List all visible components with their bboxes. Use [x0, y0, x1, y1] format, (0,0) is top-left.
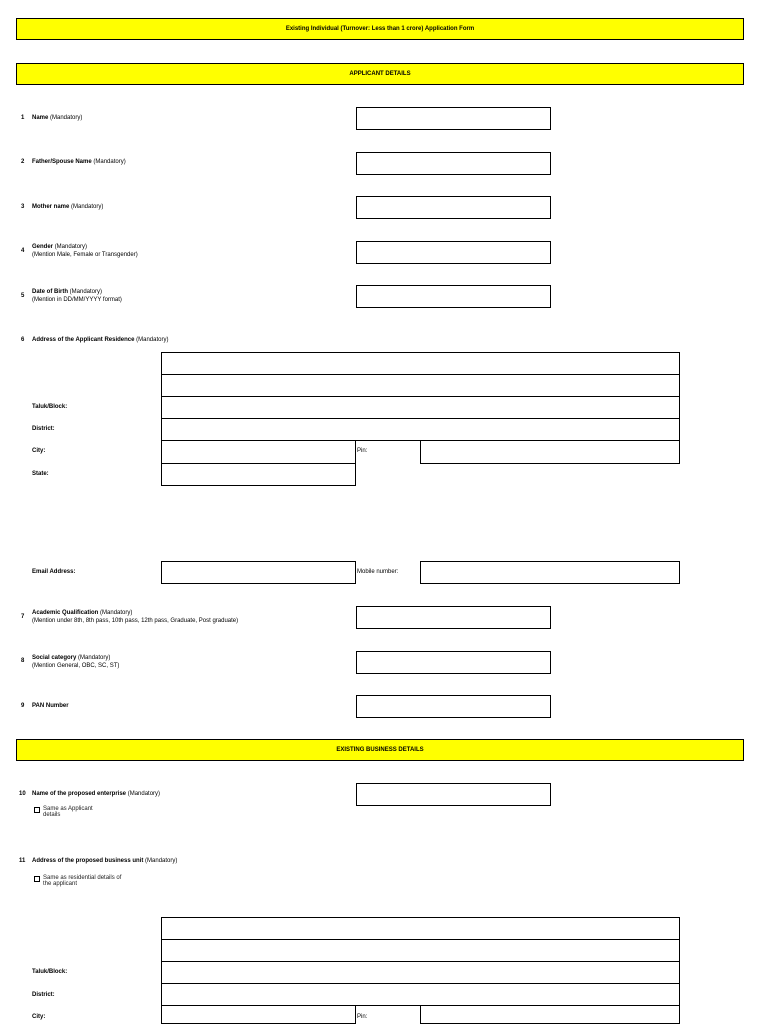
mobile-input[interactable]: [420, 561, 680, 584]
field-number-10: 10: [19, 791, 26, 797]
business-taluk-label: Taluk/Block:: [32, 969, 68, 975]
academic-qualification-input[interactable]: [356, 606, 551, 629]
residence-state-input[interactable]: [161, 463, 356, 486]
residence-city-input[interactable]: [161, 440, 356, 464]
gender-input[interactable]: [356, 241, 551, 264]
business-district-input[interactable]: [161, 983, 680, 1006]
field-number-7: 7: [21, 614, 25, 620]
residence-pin-input[interactable]: [420, 440, 680, 464]
father-spouse-name-label: Father/Spouse Name (Mandatory): [32, 159, 126, 165]
same-as-residential-checkbox[interactable]: [34, 876, 40, 882]
business-taluk-input[interactable]: [161, 961, 680, 984]
email-label: Email Address:: [32, 569, 76, 575]
business-address-line-2[interactable]: [161, 939, 680, 962]
residence-district-input[interactable]: [161, 418, 680, 441]
academic-qualification-label: Academic Qualification (Mandatory) (Mention under 8th, 8th pass, 10th pass, 12th pass, Graduate, Post graduate): [32, 610, 239, 624]
proposed-enterprise-input[interactable]: [356, 783, 551, 806]
residence-taluk-input[interactable]: [161, 396, 680, 419]
name-input[interactable]: [356, 107, 551, 130]
business-address-label: Address of the proposed business unit (Mandatory): [32, 858, 178, 864]
residence-address-line-2[interactable]: [161, 374, 680, 397]
residence-address-label: Address of the Applicant Residence (Mandatory): [32, 337, 169, 343]
proposed-enterprise-label: Name of the proposed enterprise (Mandatory): [32, 791, 161, 797]
section-applicant-details: APPLICANT DETAILS: [16, 63, 744, 85]
field-number-2: 2: [21, 159, 25, 165]
field-number-8: 8: [21, 658, 25, 664]
business-address-line-1[interactable]: [161, 917, 680, 940]
city-label: City:: [32, 448, 46, 454]
gender-label: Gender (Mandatory) (Mention Male, Female or Transgender): [32, 244, 138, 258]
field-number-4: 4: [21, 248, 25, 254]
field-number-6: 6: [21, 337, 25, 343]
field-number-1: 1: [21, 115, 25, 121]
pan-number-input[interactable]: [356, 695, 551, 718]
field-number-9: 9: [21, 703, 25, 709]
field-number-5: 5: [21, 293, 25, 299]
date-of-birth-label: Date of Birth (Mandatory) (Mention in DD/MM/YYYY format): [32, 289, 122, 303]
district-label: District:: [32, 426, 55, 432]
mobile-label: Mobile number:: [357, 569, 399, 575]
mother-name-label: Mother name (Mandatory): [32, 204, 104, 210]
social-category-input[interactable]: [356, 651, 551, 674]
field-number-11: 11: [19, 858, 26, 864]
business-pin-label: Pin:: [357, 1014, 368, 1020]
father-spouse-name-input[interactable]: [356, 152, 551, 175]
business-pin-input[interactable]: [420, 1005, 680, 1024]
business-city-input[interactable]: [161, 1005, 356, 1024]
date-of-birth-input[interactable]: [356, 285, 551, 308]
social-category-label: Social category (Mandatory) (Mention General, OBC, SC, ST): [32, 655, 120, 669]
name-label: Name (Mandatory): [32, 115, 83, 121]
state-label: State:: [32, 471, 49, 477]
taluk-label: Taluk/Block:: [32, 404, 68, 410]
pin-label: Pin:: [357, 448, 368, 454]
business-district-label: District:: [32, 992, 55, 998]
same-as-residential-label: Same as residential details of the applicant: [43, 875, 122, 887]
pan-number-label: PAN Number: [32, 703, 69, 709]
section-business-details: EXISTING BUSINESS DETAILS: [16, 739, 744, 761]
email-input[interactable]: [161, 561, 356, 584]
mother-name-input[interactable]: [356, 196, 551, 219]
same-as-applicant-checkbox[interactable]: [34, 807, 40, 813]
field-number-3: 3: [21, 204, 25, 210]
residence-address-line-1[interactable]: [161, 352, 680, 375]
form-title: Existing Individual (Turnover: Less than 1 crore) Application Form: [16, 18, 744, 40]
business-city-label: City:: [32, 1014, 46, 1020]
same-as-applicant-label: Same as Applicant details: [43, 806, 93, 818]
